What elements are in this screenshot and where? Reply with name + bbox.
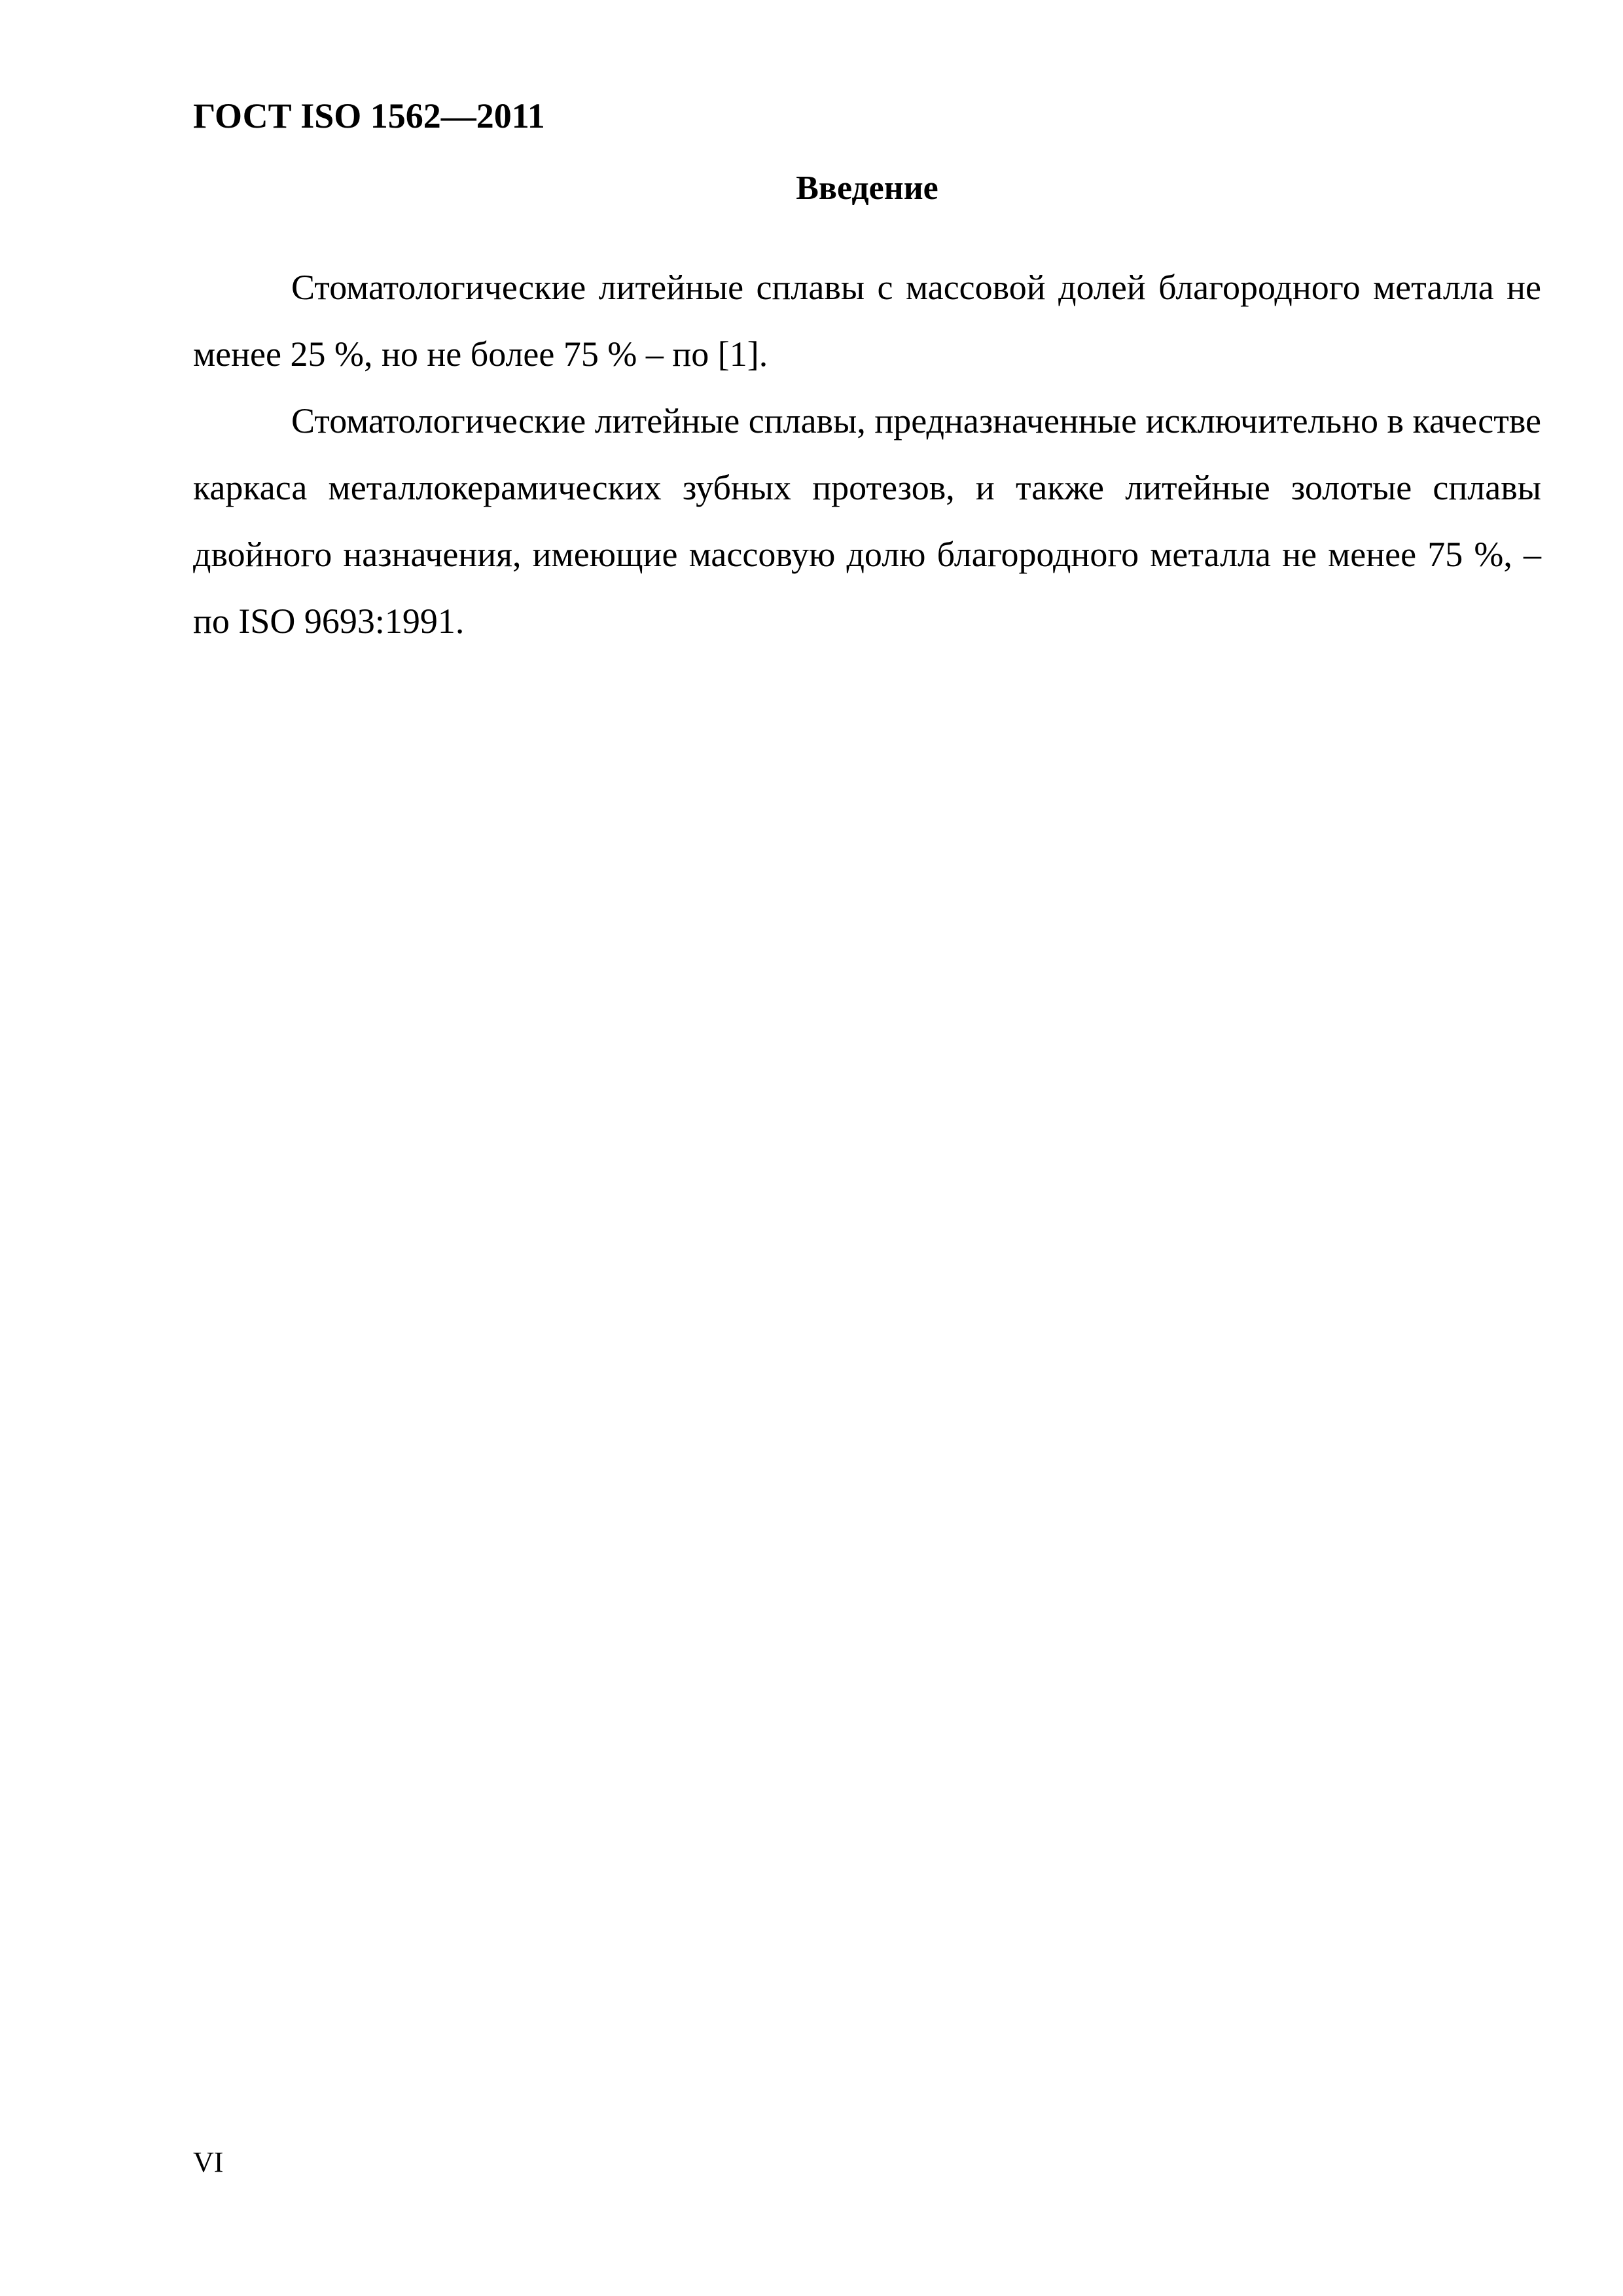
page-number: VI [193, 2146, 224, 2178]
section-title: Введение [796, 170, 938, 207]
introduction-body [193, 254, 1541, 655]
document-identifier: ГОСТ ISO 1562—2011 [193, 96, 545, 135]
paragraph: Стоматологические литейные сплавы, предназначенные исключительно в качестве каркаса металлокерамических зубных протезов, и также литейные золотые сплавы двойного назначения, имеющие массовую долю благородного металла не менее 75 %, – по ISO 9693:1991. [193, 401, 1541, 641]
paragraph: Стоматологические литейные сплавы с массовой долей благородного металла не менее 25 %, но не более 75 % – по [1]. [193, 268, 1541, 374]
